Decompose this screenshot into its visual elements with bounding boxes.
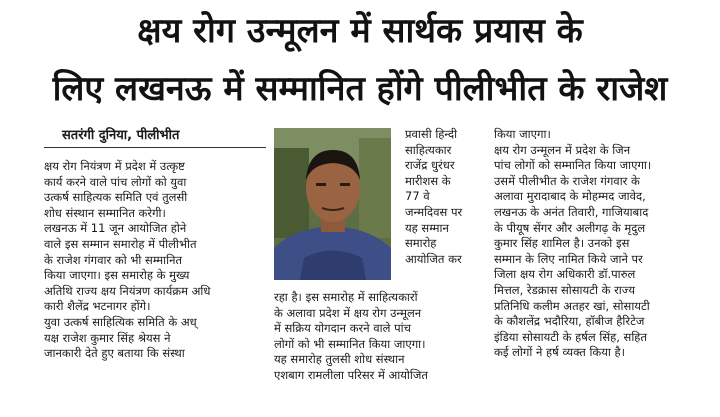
text-line: 77 वे [405,189,430,204]
text-line: एशबाग रामलीला परिसर में आयोजित [274,367,428,382]
byline: सतरंगी दुनिया, पीलीभीत [62,128,180,143]
text-line: मारीशस के [405,173,451,188]
article-column-2 [405,127,505,267]
text-line: के कौशलेंद्र भदौरिया, हॉबीज हैरिटेज [494,314,645,329]
text-line: कार्य करने वाले पांच लोगों को युवा [44,174,187,189]
text-line: जन्मदिवस पर [405,204,463,219]
text-line: इंडिया सोसायटी के हर्षल सिंह, सहित [494,329,647,344]
text-line: के पीयूष सेंगर और अलीगढ़ के मृदुल [494,220,646,235]
article-column-4 [274,290,492,384]
byline-rule [44,147,266,148]
text-line: वाले इस सम्मान समारोह में पीलीभीत [44,236,197,251]
article-column-1 [44,159,270,362]
text-line: यक्ष राजेश कुमार सिंह श्रेयस ने [44,330,171,345]
text-line: के अलावा प्रदेश में क्षय रोग उन्मूलन [274,305,422,320]
text-line: प्रतिनिधि कलीम अतहर खां, सोसायटी [494,298,650,313]
text-line: लखनऊ के अनंत तिवारी, गाजियाबाद [494,204,649,219]
text-line: मित्तल, रेडक्रास सोसायटी के राज्य [494,282,636,297]
text-line: आयोजित कर [405,251,462,266]
text-line: यह सम्मान [405,220,449,235]
text-line: समारोह [405,236,437,251]
text-line: उत्कर्ष साहित्यक समिति एवं तुलसी [44,190,188,205]
text-line: कई लोगों ने हर्ष व्यक्त किया है। [494,345,626,360]
text-line: उसमें पीलीभीत के राजेश गंगवार के [494,173,640,188]
text-line: अतिथि राज्य क्षय नियंत्रण कार्यक्रम अधि [44,283,211,298]
text-line: क्षय रोग उन्मूलन में प्रदेश के जिन [494,142,631,157]
text-line: कारी शैलेंद्र भटनागर होंगे। [44,299,151,314]
text-line: लोगों को भी सम्मानित किया जाएगा। [274,336,426,351]
text-line: अलावा मुरादाबाद के मोहम्मद जावेद, [494,189,646,204]
headline-line-2: लिए लखनऊ में सम्मानित होंगे पीलीभीत के राजेश [52,69,668,109]
text-line: युवा उत्कर्ष साहित्यिक समिति के अध् [44,314,197,329]
headline-line-1: क्षय रोग उन्मूलन में सार्थक प्रयास के [137,11,583,51]
text-line: शोध संस्थान सम्मानित करेगी। [44,205,166,220]
text-line: जिला क्षय रोग अधिकारी डॉ.पारुल [494,267,636,282]
portrait-illustration [274,128,391,280]
text-line: लखनऊ में 11 जून आयोजित होने [44,221,187,236]
text-line: कुमार सिंह शामिल है। उनको इस [494,236,630,251]
text-line: साहित्यकार [405,142,452,157]
text-line: यह समारोह तुलसी शोध संस्थान [274,352,405,367]
text-line: प्रवासी हिन्दी [405,127,458,141]
text-line: रहा है। इस समारोह में साहित्यकारों [274,290,418,304]
text-line: सम्मान के लिए नामित किये जाने पर [494,251,643,266]
text-line: राजेंद्र धुरंधर [405,158,455,173]
article-column-3 [494,127,720,361]
text-line: किया जाएगा। इस समारोह के मुख्य [44,268,190,283]
text-line: क्षय रोग नियंत्रण में प्रदेश में उत्कृष्ट [44,159,185,173]
text-line: में सक्रिय योगदान करने वाले पांच [274,321,411,336]
text-line: किया जाएगा। [494,127,551,141]
text-line: पांच लोगों को सम्मानित किया जाएगा। [494,158,652,173]
portrait-photo [274,128,391,280]
text-line: जानकारी देते हुए बताया कि संस्था [44,346,185,361]
text-line: के राजेश गंगवार को भी सम्मानित [44,252,183,267]
